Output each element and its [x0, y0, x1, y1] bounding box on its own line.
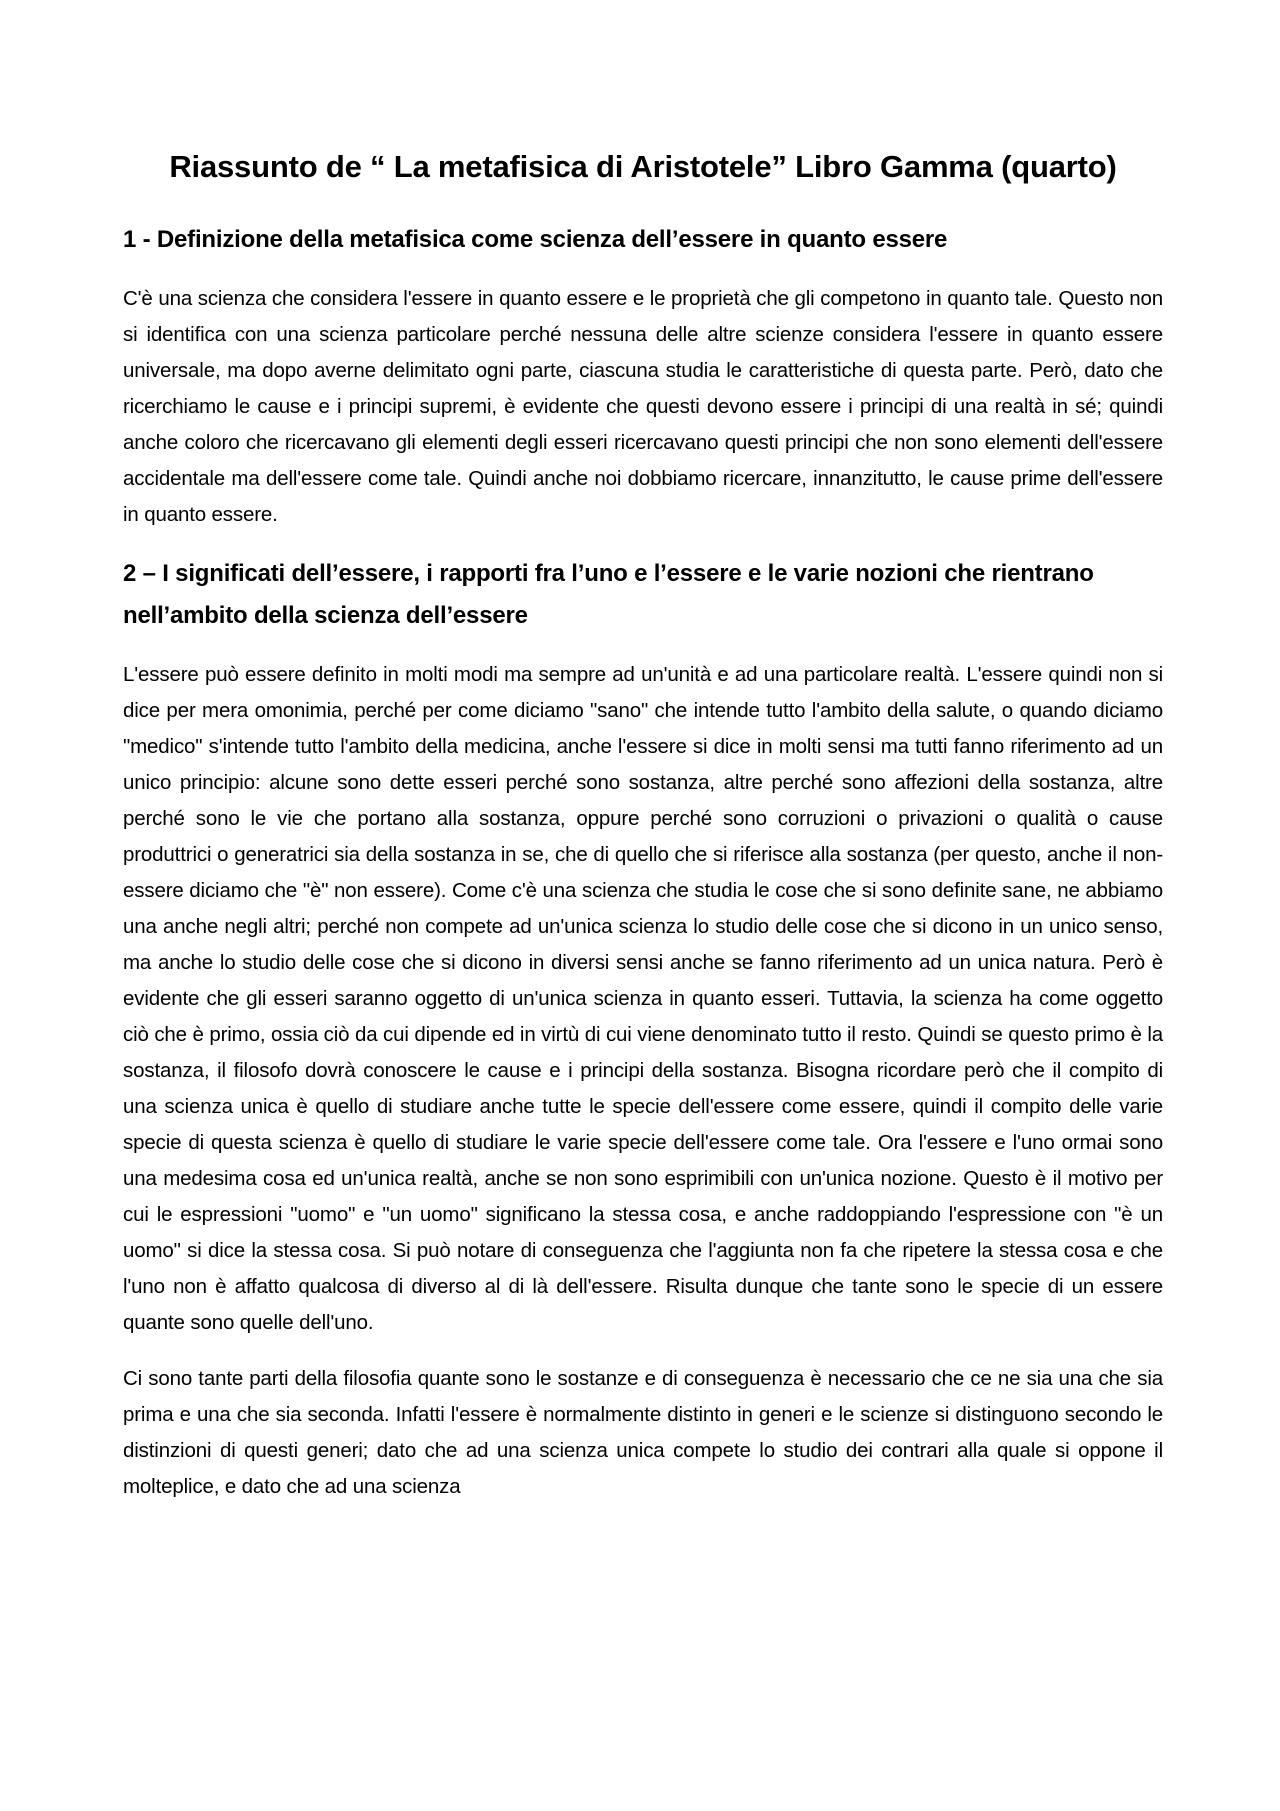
- section-2: [123, 553, 1163, 1505]
- paragraph: Ci sono tante parti della filosofia quante sono le sostanze e di conseguenza è necessario che ce ne sia una che sia prima e una che sia seconda. Infatti l'essere è normalmente distinto in generi e le scienze si distinguono secondo le distinzioni di questi generi; dato che ad una scienza unica compete lo studio dei contrari alla quale si oppone il molteplice, e dato che ad una scienza: [123, 1366, 1163, 1498]
- section-1: [123, 219, 1163, 533]
- section-heading: 1 - Definizione della metafisica come scienza dell’essere in quanto essere: [123, 225, 948, 253]
- document-page: [123, 148, 1163, 1505]
- paragraph: C'è una scienza che considera l'essere in quanto essere e le proprietà che gli competono in quanto tale. Questo non si identifica con una scienza particolare perché nessuna delle altre scienze considera l'essere in quanto essere universale, ma dopo averne delimitato ogni parte, ciascuna studia le caratteristiche di questa parte. Però, dato che ricerchiamo le cause e i principi supremi, è evidente che questi devono essere i principi di una realtà in sé; quindi anche coloro che ricercavano gli elementi degli esseri ricercavano questi principi che non sono elementi dell'essere accidentale ma dell'essere come tale. Quindi anche noi dobbiamo ricercare, innanzitutto, le cause prime dell'essere in quanto essere.: [123, 286, 1163, 526]
- document-title: Riassunto de “ La metafisica di Aristotele” Libro Gamma (quarto): [169, 149, 1117, 184]
- paragraph: L'essere può essere definito in molti modi ma sempre ad un'unità e ad una particolare realtà. L'essere quindi non si dice per mera omonimia, perché per come diciamo "sano" che intende tutto l'ambito della salute, o quando diciamo "medico" s'intende tutto l'ambito della medicina, anche l'essere si dice in molti sensi ma tutti fanno riferimento ad un unico principio: alcune sono dette esseri perché sono sostanza, altre perché sono affezioni della sostanza, altre perché sono le vie che portano alla sostanza, oppure perché sono corruzioni o privazioni o qualità o cause produttrici o generatrici sia della sostanza in se, che di quello che si riferisce alla sostanza (per questo, anche il non-essere diciamo che "è" non essere). Come c'è una scienza che studia le cose che si sono definite sane, ne abbiamo una anche negli altri; perché non compete ad un'unica scienza lo studio delle cose che si dicono in un unico senso, ma anche lo studio delle cose che si dicono in diversi sensi anche se fanno riferimento ad un unica natura. Però è evidente che gli esseri saranno oggetto di un'unica scienza in quanto esseri. Tuttavia, la scienza ha come oggetto ciò che è primo, ossia ciò da cui dipende ed in virtù di cui viene denominato tutto il resto. Quindi se questo primo è la sostanza, il filosofo dovrà conoscere le cause e i principi della sostanza. Bisogna ricordare però che il compito di una scienza unica è quello di studiare anche tutte le specie dell'essere come essere, quindi il compito delle varie specie di questa scienza è quello di studiare le varie specie dell'essere come tale. Ora l'essere e l'uno ormai sono una medesima cosa ed un'unica realtà, anche se non sono esprimibili con un'unica nozione. Questo è il motivo per cui le espressioni "uomo" e "un uomo" significano la stessa cosa, e anche raddoppiando l'espressione con "è un uomo" si dice la stessa cosa. Si può notare di conseguenza che l'aggiunta non fa che ripetere la stessa cosa e che l'uno non è affatto qualcosa di diverso al di là dell'essere. Risulta dunque che tante sono le specie di un essere quante sono quelle dell'uno.: [123, 662, 1163, 1334]
- section-heading: 2 – I significati dell’essere, i rapporti fra l’uno e l’essere e le varie nozioni che rientrano nell’ambito della scienza dell’essere: [123, 559, 1094, 629]
